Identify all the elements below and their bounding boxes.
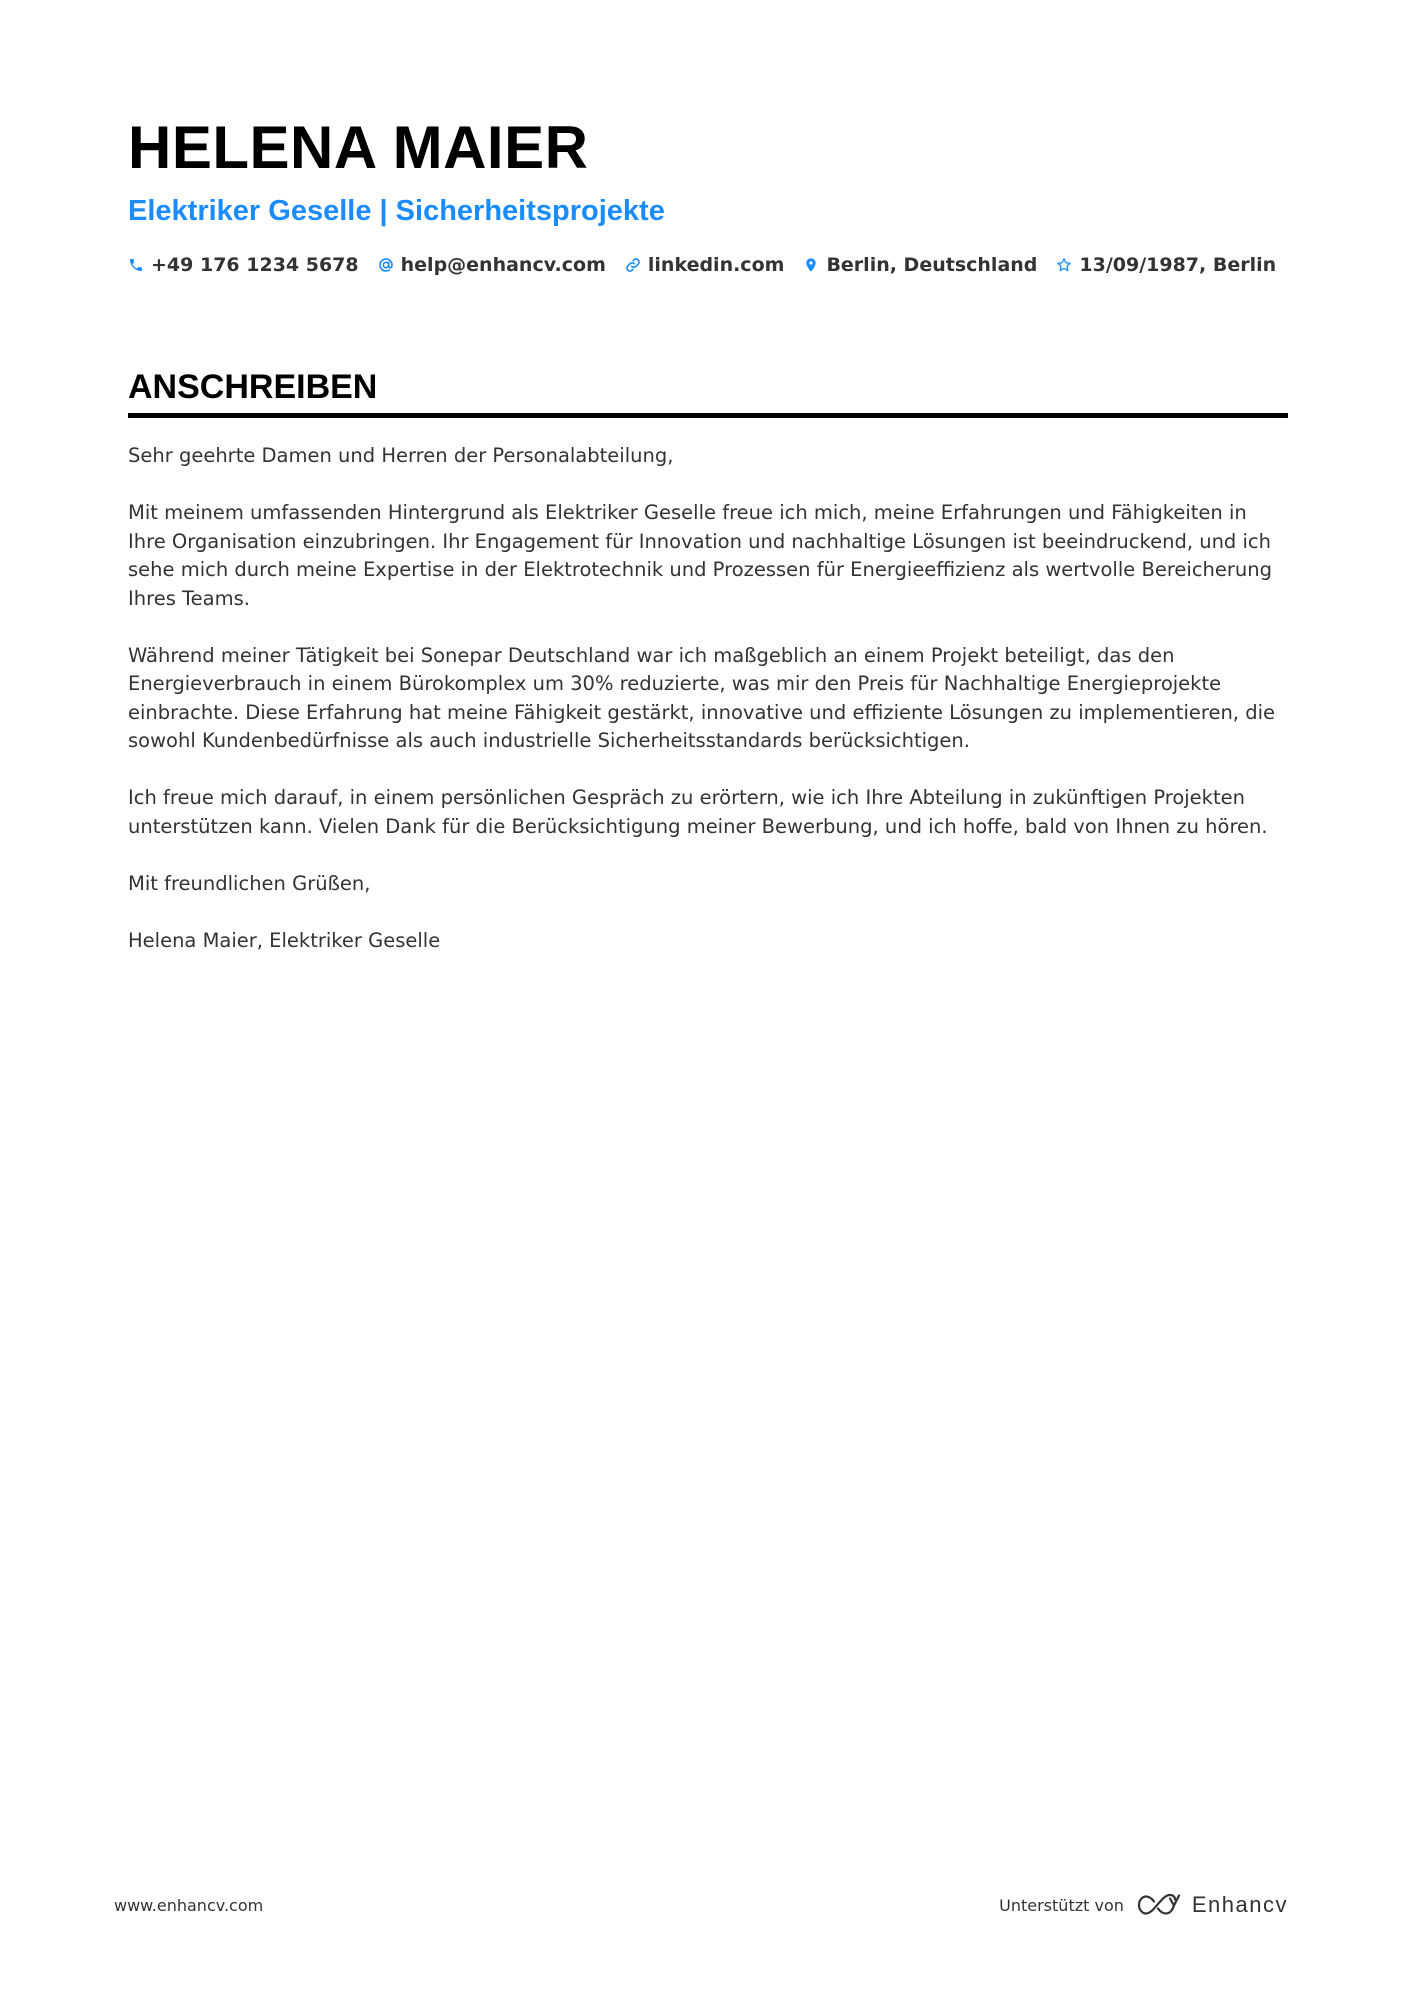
- star-icon: [1056, 257, 1072, 273]
- letter-paragraph-1: Mit meinem umfassenden Hintergrund als Elektriker Geselle freue ich mich, meine Erfahrungen und Fähigkeiten in Ihre Organisation einzubringen. Ihr Engagement für Innovation und nachhaltige Lösungen ist beeindruckend, und ich sehe mich durch meine Expertise in der Elektrotechnik und Prozessen für Energieeffizienz als wertvolle Bereicherung Ihres Teams.: [128, 501, 1273, 610]
- contact-linkedin[interactable]: [625, 254, 785, 276]
- enhancv-logo-icon: [1136, 1892, 1182, 1918]
- contact-birthdate: [1056, 254, 1276, 276]
- footer-url[interactable]: www.enhancv.com: [114, 1895, 264, 1915]
- contact-birthdate-text: 13/09/1987, Berlin: [1079, 254, 1277, 276]
- contact-email[interactable]: [378, 254, 606, 276]
- location-pin-icon: [803, 257, 819, 273]
- header: [128, 110, 1288, 281]
- letter-closing: Mit freundlichen Grüßen,: [128, 871, 371, 895]
- candidate-name: HELENA MAIER: [128, 114, 589, 181]
- contact-phone-text: +49 176 1234 5678: [151, 254, 359, 276]
- contact-linkedin-text: linkedin.com: [647, 254, 785, 276]
- brand-name: Enhancv: [1191, 1892, 1288, 1917]
- letter-body: [128, 442, 1288, 955]
- contact-location-text: Berlin, Deutschland: [826, 254, 1038, 276]
- section-title: ANSCHREIBEN: [128, 368, 378, 406]
- footer-branding[interactable]: [999, 1892, 1288, 1918]
- contact-location: [803, 254, 1037, 276]
- powered-by-label: Unterstützt von: [999, 1895, 1124, 1915]
- contact-email-text: help@enhancv.com: [400, 254, 606, 276]
- letter-salutation: Sehr geehrte Damen und Herren der Personalabteilung,: [128, 444, 674, 467]
- candidate-title: Elektriker Geselle | Sicherheitsprojekte: [128, 195, 665, 227]
- letter-paragraph-3: Ich freue mich darauf, in einem persönlichen Gespräch zu erörtern, wie ich Ihre Abteilung in zukünftigen Projekten unterstützen kann. Vielen Dank für die Berücksichtigung meiner Bewerbung, und ich hoffe, bald von Ihnen zu hören.: [128, 786, 1268, 838]
- link-icon: [625, 257, 641, 273]
- footer: [114, 1890, 1288, 1920]
- cover-letter-section: [128, 365, 1288, 984]
- phone-icon: [128, 257, 144, 273]
- contact-list: [128, 249, 1288, 281]
- letter-signature: Helena Maier, Elektriker Geselle: [128, 928, 441, 952]
- letter-paragraph-2: Während meiner Tätigkeit bei Sonepar Deutschland war ich maßgeblich an einem Projekt beteiligt, das den Energieverbrauch in einem Bürokomplex um 30% reduzierte, was mir den Preis für Nachhaltige Energieprojekte einbrachte. Diese Erfahrung hat meine Fähigkeit gestärkt, innovative und effiziente Lösungen zu implementieren, die sowohl Kundenbedürfnisse als auch industrielle Sicherheitsstandards berücksichtigen.: [128, 643, 1275, 752]
- contact-phone[interactable]: [128, 254, 359, 276]
- at-icon: [378, 257, 394, 273]
- section-divider: [128, 413, 1288, 418]
